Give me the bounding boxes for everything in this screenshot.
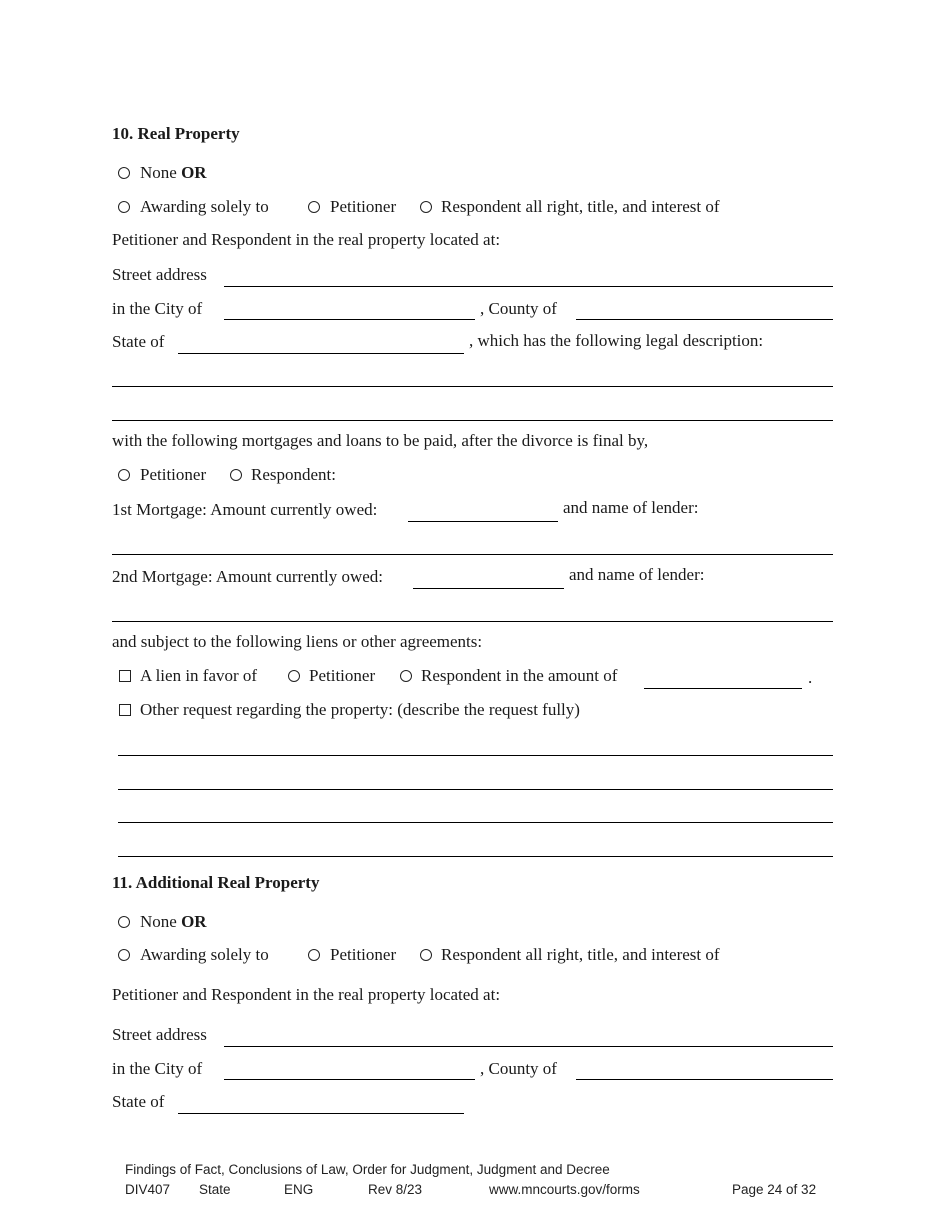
section-11-heading: 11. Additional Real Property: [112, 873, 320, 892]
city-label-11: in the City of: [112, 1059, 203, 1078]
lien-amount-field[interactable]: [644, 688, 802, 689]
awarding-radio-11[interactable]: [118, 949, 130, 961]
county-field-11[interactable]: [576, 1079, 833, 1080]
footer-title: Findings of Fact, Conclusions of Law, Order for Judgment, Judgment and Decree: [125, 1162, 610, 1177]
city-field-11[interactable]: [224, 1079, 475, 1080]
pay-respondent-radio[interactable]: [230, 469, 242, 481]
respondent-radio[interactable]: [420, 201, 432, 213]
county-field[interactable]: [576, 319, 833, 320]
legal-description-line[interactable]: [112, 386, 833, 387]
street-address-field-11[interactable]: [224, 1046, 833, 1047]
petitioner-radio-11[interactable]: [308, 949, 320, 961]
street-label: Street address: [112, 265, 207, 284]
none-option-11: [140, 912, 207, 932]
footer-page-number: Page 24 of 32: [732, 1182, 817, 1197]
footer-language: ENG: [284, 1182, 314, 1197]
petitioner-label-11: Petitioner: [330, 945, 397, 964]
legal-description-text: , which has the following legal description:: [469, 331, 764, 350]
located-text: Petitioner and Respondent in the real property located at:: [112, 230, 501, 249]
street-address-field[interactable]: [224, 286, 833, 287]
first-mortgage-label: 1st Mortgage: Amount currently owed:: [112, 500, 378, 519]
located-text-11: Petitioner and Respondent in the real property located at:: [112, 985, 501, 1004]
other-request-label: Other request regarding the property: (describe the request fully): [140, 700, 580, 719]
state-field-11[interactable]: [178, 1113, 464, 1114]
lien-period: .: [808, 668, 813, 687]
state-label-11: State of: [112, 1092, 165, 1111]
none-label-11: None: [140, 912, 177, 931]
awarding-label: Awarding solely to: [140, 197, 269, 216]
awarding-label-11: Awarding solely to: [140, 945, 269, 964]
none-radio-11[interactable]: [118, 916, 130, 928]
first-lender-label: and name of lender:: [563, 498, 699, 517]
second-mortgage-label: 2nd Mortgage: Amount currently owed:: [112, 567, 384, 586]
pay-petitioner-label: Petitioner: [140, 465, 207, 484]
lien-petitioner-label: Petitioner: [309, 666, 376, 685]
or-label: OR: [181, 163, 207, 182]
other-request-line[interactable]: [118, 856, 833, 857]
footer-form-id: DIV407: [125, 1182, 171, 1197]
other-request-line[interactable]: [118, 822, 833, 823]
pay-petitioner-radio[interactable]: [118, 469, 130, 481]
second-lender-field[interactable]: [112, 621, 833, 622]
county-label-11: , County of: [480, 1059, 557, 1078]
mortgages-text: with the following mortgages and loans to be paid, after the divorce is final by,: [112, 431, 649, 450]
state-field[interactable]: [178, 353, 464, 354]
other-request-checkbox[interactable]: [119, 704, 131, 716]
lien-respondent-label: Respondent in the amount of: [421, 666, 618, 685]
city-field[interactable]: [224, 319, 475, 320]
petitioner-radio[interactable]: [308, 201, 320, 213]
respondent-label: Respondent all right, title, and interest of: [441, 197, 720, 216]
awarding-radio[interactable]: [118, 201, 130, 213]
liens-text: and subject to the following liens or other agreements:: [112, 632, 483, 651]
first-mortgage-amount-field[interactable]: [408, 521, 558, 522]
legal-description-line[interactable]: [112, 420, 833, 421]
or-label-11: OR: [181, 912, 207, 931]
respondent-radio-11[interactable]: [420, 949, 432, 961]
second-mortgage-amount-field[interactable]: [413, 588, 564, 589]
county-label: , County of: [480, 299, 557, 318]
other-request-line[interactable]: [118, 789, 833, 790]
lien-label: A lien in favor of: [140, 666, 258, 685]
none-label: None: [140, 163, 177, 182]
lien-respondent-radio[interactable]: [400, 670, 412, 682]
first-lender-field[interactable]: [112, 554, 833, 555]
pay-respondent-label: Respondent:: [251, 465, 336, 484]
other-request-line[interactable]: [118, 755, 833, 756]
petitioner-label: Petitioner: [330, 197, 397, 216]
section-10-heading: 10. Real Property: [112, 124, 240, 143]
street-label-11: Street address: [112, 1025, 207, 1044]
state-label: State of: [112, 332, 165, 351]
footer-revision: Rev 8/23: [368, 1182, 423, 1197]
second-lender-label: and name of lender:: [569, 565, 705, 584]
none-radio[interactable]: [118, 167, 130, 179]
lien-petitioner-radio[interactable]: [288, 670, 300, 682]
respondent-label-11: Respondent all right, title, and interest of: [441, 945, 720, 964]
footer-url[interactable]: www.mncourts.gov/forms: [489, 1182, 640, 1197]
city-label: in the City of: [112, 299, 203, 318]
lien-checkbox[interactable]: [119, 670, 131, 682]
footer-jurisdiction: State: [199, 1182, 231, 1197]
none-option: [140, 163, 207, 183]
